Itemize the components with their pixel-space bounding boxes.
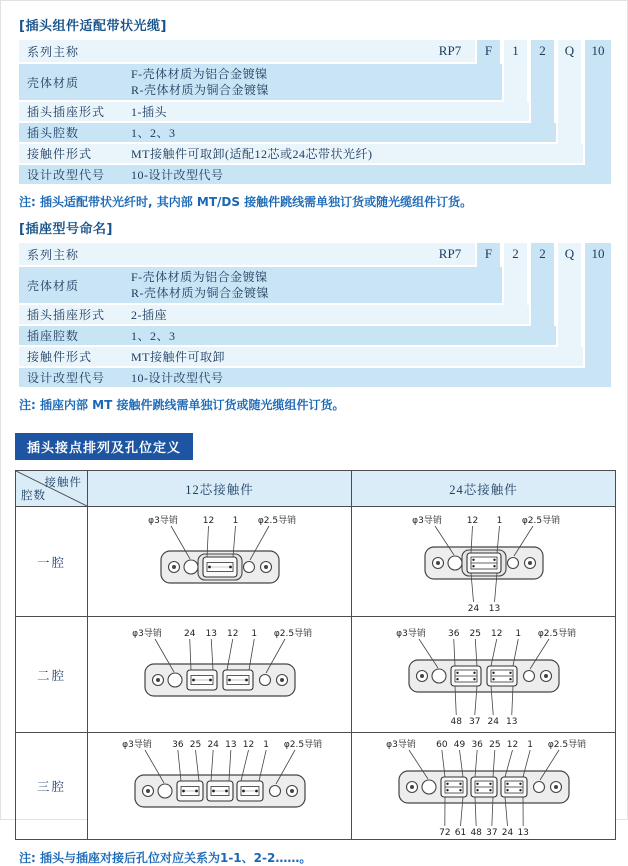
row-value: 10-设计改型代号 [123,369,224,386]
code-segment: 10 [585,40,611,62]
svg-text:13: 13 [517,828,528,838]
connector-diagram-3cavity-12core [91,733,349,839]
corner-label-contact: 接触件 [45,474,83,490]
code-segment: 10 [585,243,611,265]
row-label: 壳体材质 [19,74,123,91]
table-row [19,102,529,121]
corner-header-cell [16,471,88,507]
svg-text:25: 25 [189,740,200,750]
svg-text:24: 24 [207,740,219,750]
svg-text:48: 48 [450,717,462,727]
row-label: 设计改型代号 [19,166,123,183]
svg-text:48: 48 [470,828,482,838]
table-row [19,368,611,387]
svg-text:12: 12 [466,516,477,526]
svg-text:1: 1 [232,516,238,526]
code-segment: 2 [531,243,554,265]
svg-text:φ3导销: φ3导销 [396,627,426,639]
table-row [19,347,583,366]
value-line: F-壳体材质为铝合金镀镍 [131,269,269,285]
svg-text:1: 1 [527,740,533,750]
svg-text:36: 36 [172,740,184,750]
svg-text:1: 1 [496,516,502,526]
table-row [19,243,475,265]
cavity-row-label: 三腔 [16,733,88,840]
connector-diagram-3cavity-24core [355,733,613,839]
row-label: 设计改型代号 [19,369,123,386]
table-row [19,267,502,303]
svg-text:37: 37 [486,828,497,838]
receptacle-naming-table [19,243,611,387]
row-label: 系列主称 [19,246,123,263]
svg-text:13: 13 [205,629,216,639]
row-value [123,269,269,301]
row-label: 接触件形式 [19,145,123,162]
table-row [19,40,475,62]
svg-text:12: 12 [227,629,238,639]
code-segment: F [477,243,500,265]
svg-text:φ2.5导销: φ2.5导销 [283,738,321,750]
row-label: 系列主称 [19,43,123,60]
svg-text:24: 24 [184,629,196,639]
table-row [16,733,616,840]
code-segment: 1 [504,40,527,62]
note-receptacle: 注: 插座内部 MT 接触件跳线需单独订货或随光缆组件订货。 [19,396,627,413]
value-line: R-壳体材质为铜合金镀镍 [131,285,269,301]
table-row [19,123,556,142]
code-segment: RP7 [427,243,473,265]
svg-text:φ3导销: φ3导销 [122,738,152,750]
svg-text:13: 13 [225,740,236,750]
svg-text:1: 1 [515,629,521,639]
svg-text:25: 25 [489,740,500,750]
svg-text:1: 1 [251,629,257,639]
corner-label-cavity: 腔数 [21,487,46,503]
svg-text:φ2.5导销: φ2.5导销 [521,514,559,526]
row-label: 接触件形式 [19,348,123,365]
svg-text:13: 13 [488,604,499,614]
table-header-row [16,471,616,507]
svg-text:24: 24 [501,828,513,838]
svg-text:72: 72 [439,828,450,838]
svg-text:37: 37 [469,717,480,727]
svg-text:φ2.5导销: φ2.5导销 [257,514,295,526]
svg-text:13: 13 [506,717,517,727]
section1-title: [插头组件适配带状光缆] [19,15,627,34]
svg-text:24: 24 [487,717,499,727]
table-row [19,165,611,184]
svg-text:12: 12 [506,740,517,750]
svg-text:φ2.5导销: φ2.5导销 [273,627,311,639]
svg-text:12: 12 [242,740,253,750]
value-line: R-壳体材质为铜合金镀镍 [131,82,269,98]
code-segment: Q [558,40,581,62]
svg-text:25: 25 [469,629,480,639]
svg-text:36: 36 [471,740,483,750]
code-segment: Q [558,243,581,265]
cavity-row-label: 二腔 [16,617,88,733]
row-value: MT接触件可取卸 [123,348,225,365]
table-row [19,326,556,345]
svg-text:60: 60 [436,740,448,750]
svg-text:φ3导销: φ3导销 [148,514,178,526]
svg-text:61: 61 [454,828,465,838]
row-value: MT接触件可取卸(适配12芯或24芯带状光纤) [123,145,373,162]
svg-text:12: 12 [202,516,213,526]
column-header-12core: 12芯接触件 [88,471,352,507]
svg-text:φ2.5导销: φ2.5导销 [537,627,575,639]
row-label: 插座腔数 [19,327,123,344]
svg-text:1: 1 [263,740,269,750]
row-label: 插头腔数 [19,124,123,141]
row-label: 插头插座形式 [19,306,123,323]
note-plug: 注: 插头适配带状光纤时, 其内部 MT/DS 接触件跳线需单独订货或随光缆组件订货。 [19,193,627,210]
table-row [16,617,616,733]
row-value: 1、2、3 [123,124,176,141]
svg-text:12: 12 [491,629,502,639]
connector-diagram-2cavity-12core [91,622,349,728]
svg-text:φ3导销: φ3导销 [132,627,162,639]
section3-header-bar: 插头接点排列及孔位定义 [15,433,193,460]
code-segment: F [477,40,500,62]
row-value: 1-插头 [123,103,167,120]
contact-arrangement-table [15,470,616,840]
svg-text:φ3导销: φ3导销 [386,738,416,750]
code-segment: 2 [531,40,554,62]
cavity-row-label: 一腔 [16,507,88,617]
row-value: 10-设计改型代号 [123,166,224,183]
code-segment: 2 [504,243,527,265]
connector-diagram-1cavity-24core [355,509,613,615]
row-value: 2-插座 [123,306,167,323]
note-mating: 注: 插头与插座对接后孔位对应关系为1-1、2-2……。 [19,849,627,866]
svg-text:φ2.5导销: φ2.5导销 [547,738,585,750]
connector-diagram-1cavity-12core [91,509,349,615]
row-label: 壳体材质 [19,277,123,294]
row-label: 插头插座形式 [19,103,123,120]
table-row [19,64,502,100]
code-segment: RP7 [427,40,473,62]
plug-naming-table [19,40,611,184]
table-row [19,144,583,163]
svg-text:24: 24 [467,604,479,614]
column-header-24core: 24芯接触件 [352,471,616,507]
table-row [16,507,616,617]
svg-text:φ3导销: φ3导销 [412,514,442,526]
svg-text:49: 49 [453,740,465,750]
table-row [19,305,529,324]
row-value [123,66,269,98]
value-line: F-壳体材质为铝合金镀镍 [131,66,269,82]
section2-title: [插座型号命名] [19,218,627,237]
row-value: 1、2、3 [123,327,176,344]
svg-text:36: 36 [448,629,460,639]
connector-diagram-2cavity-24core [355,622,613,728]
